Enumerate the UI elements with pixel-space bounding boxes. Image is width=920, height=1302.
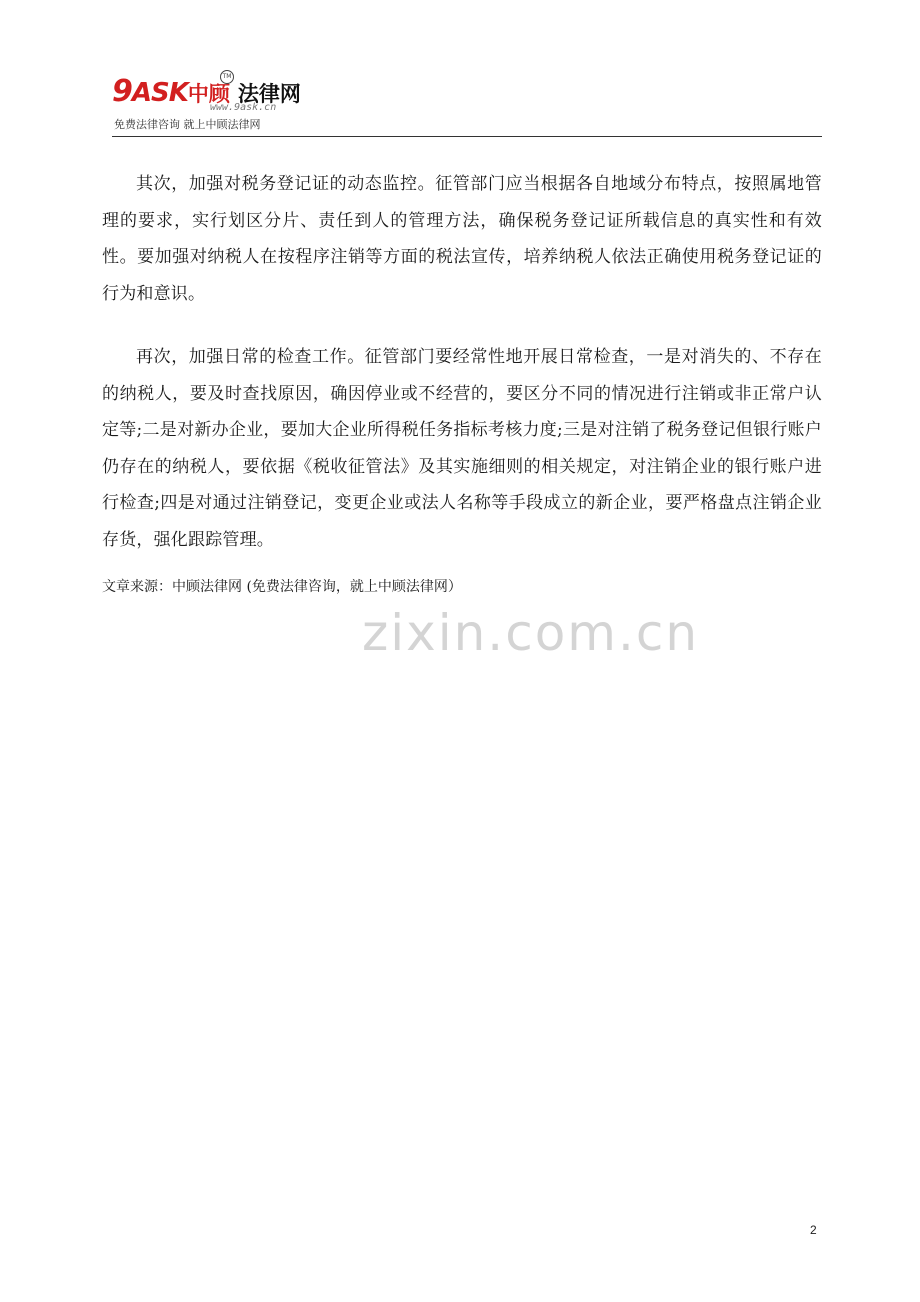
page-header xyxy=(112,66,822,138)
header-tagline: 免费法律咨询 就上中顾法律网 xyxy=(114,118,261,131)
document-body xyxy=(102,166,822,598)
watermark: zixin.com.cn xyxy=(362,604,700,662)
paragraph-1: 其次，加强对税务登记证的动态监控。征管部门应当根据各自地域分布特点，按照属地管理的要求，实行划区分片、责任到人的管理方法，确保税务登记证所载信息的真实性和有效性。要加强对纳税人在按程序注销等方面的税法宣传，培养纳税人依法正确使用税务登记证的行为和意识。 xyxy=(102,174,822,304)
logo-url: www.9ask.cn xyxy=(210,102,277,113)
article-source: 文章来源：中顾法律网 (免费法律咨询，就上中顾法律网） xyxy=(102,579,462,595)
logo-site-cn: 法律网 xyxy=(237,82,301,106)
page-number: 2 xyxy=(810,1223,817,1237)
logo-brand-cn: 中顾 xyxy=(187,82,230,106)
header-divider xyxy=(112,136,822,137)
trademark-icon: TM xyxy=(220,70,234,84)
paragraph-2: 再次，加强日常的检查工作。征管部门要经常性地开展日常检查，一是对消失的、不存在的纳税人，要及时查找原因，确因停业或不经营的，要区分不同的情况进行注销或非正常户认定等;二是对新办企业，要加大企业所得税任务指标考核力度;三是对注销了税务登记但银行账户仍存在的纳税人，要依据《税收征管法》及其实施细则的相关规定，对注销企业的银行账户进行检查;四是对通过注销登记，变更企业或法人名称等手段成立的新企业，要严格盘点注销企业存货，强化跟踪管理。 xyxy=(102,347,822,550)
logo-ask: ASK xyxy=(131,78,188,108)
logo-nine: 9 xyxy=(112,74,132,109)
